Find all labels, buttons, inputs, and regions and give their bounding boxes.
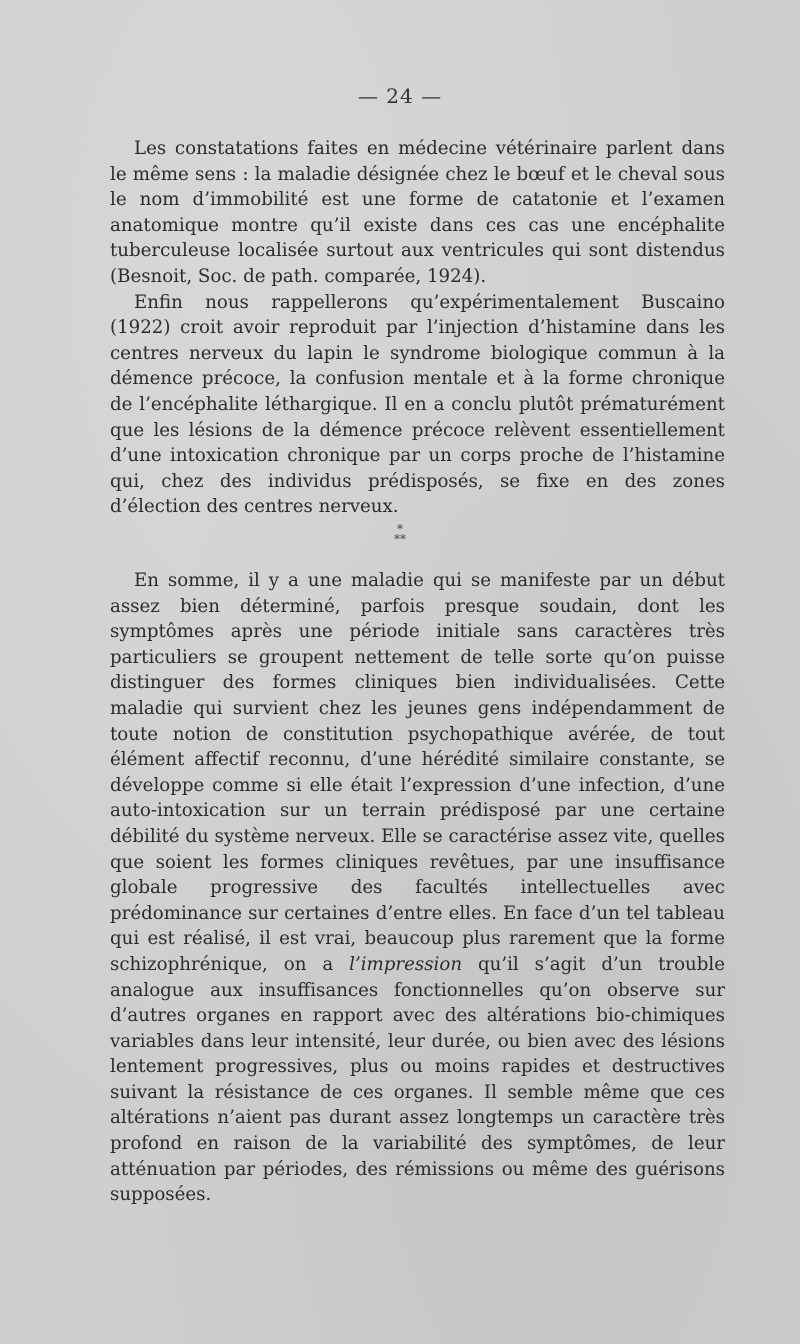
paragraph-veterinary: Les constatations faites en médecine vétérinaire parlent dans le même sens : la maladie désignée chez le bœuf et le cheval sous le nom d’immobilité est une forme de catatonie et l’examen anatomique montre qu’il existe dans ces cas une encéphalite tuberculeuse localisée surtout aux ventricules qui sont distendus (Besnoit, Soc. de path. comparée, 1924). [110,138,725,287]
paragraph-summary [110,568,725,1208]
page-number: — 24 — [357,84,443,108]
summary-italic-term: l’impression [349,953,463,975]
text-block-upper [110,136,725,520]
asterism-top: * [397,522,403,536]
asterism-separator [0,524,800,544]
paragraph-buscaino: Enfin nous rappellerons qu’expérimentalement Buscaino (1922) croit avoir reproduit par l’injection d’histamine dans les centres nerveux du lapin le syndrome biologique commun à la démence précoce, la confusion mentale et à la forme chronique de l’encéphalite léthargique. Il en a conclu plutôt prématurément que les lésions de la démence précoce relèvent essentiellement d’une intoxication chronique par un corps proche de l’histamine qui, chez des individus prédisposés, se fixe en des zones d’élection des centres nerveux. [110,291,725,518]
summary-text-after: qu’il s’agit d’un trouble analogue aux insuffisances fonctionnelles qu’on observe sur d’autres organes en rapport avec des altérations bio-chimiques variables dans leur intensité, leur durée, ou bien avec des lésions lentement progressives, plus ou moins rapides et destructives suivant la résistance de ces organes. Il semble même que ces altérations n’aient pas durant assez longtemps un caractère très profond en raison de la variabilité des symptômes, de leur atténuation par périodes, des rémissions ou même des guérisons supposées. [110,953,725,1206]
asterism-bottom: ** [394,532,406,546]
summary-text-before: En somme, il y a une maladie qui se manifeste par un début assez bien déterminé, parfois presque soudain, dont les symptômes après une période initiale sans caractères très particuliers se groupent nettement de telle sorte qu’on puisse distinguer des formes cliniques bien individualisées. Cette maladie qui survient chez les jeunes gens indépendamment de toute notion de constitution psychopathique avérée, de tout élément affectif reconnu, d’une hérédité similaire constante, se développe comme si elle était l’expression d’une infection, d’une auto-intoxication sur un terrain prédisposé par une certaine débilité du système nerveux. Elle se caractérise assez vite, quelles que soient les formes cliniques revêtues, par une insuffisance globale progressive des facultés intellectuelles avec prédominance sur certaines d’entre elles. En face d’un tel tableau qui est réalisé, il est vrai, beaucoup plus rarement que la forme schizophrénique, on a [110,570,725,975]
text-block-lower [110,568,725,1208]
